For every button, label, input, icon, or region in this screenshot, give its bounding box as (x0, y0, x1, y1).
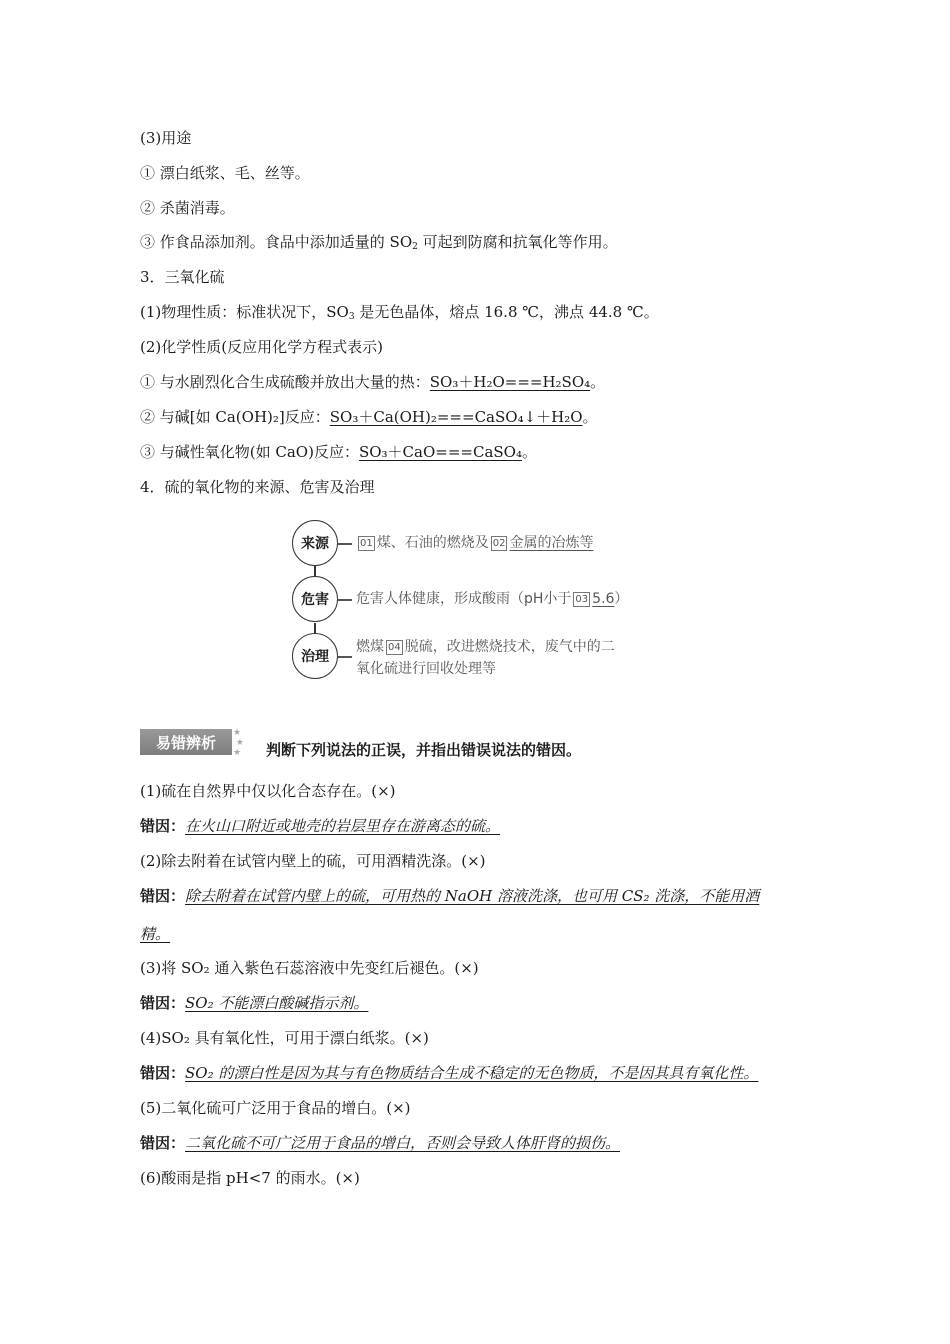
source-text-1: 煤、石油的燃烧及 (376, 535, 489, 551)
harm-text (356, 588, 628, 610)
reaction-3-label: ③ 与碱性氧化物(如 CaO)反应： (140, 443, 359, 461)
usage-item-3-post: 可起到防腐和抗氧化等作用。 (417, 233, 618, 251)
usage-heading: (3)用途 (140, 129, 192, 147)
treatment-line-2: 氧化硫进行回收处理等 (356, 661, 496, 677)
reaction-1-end: 。 (590, 373, 606, 391)
treatment-dash (338, 656, 352, 658)
reaction-2-label: ② 与碱[如 Ca(OH)₂]反应： (140, 408, 330, 426)
reason-label-4: 错因： (140, 1064, 186, 1082)
reason-text-2: 除去附着在试管内壁上的硫，可用热的 NaOH 溶液洗涤，也可用 CS₂ 洗涤，不能用酒 (185, 887, 760, 905)
reaction-2-end: 。 (582, 408, 598, 426)
reason-2-continued (140, 924, 170, 944)
reason-label-3: 错因： (140, 994, 186, 1012)
reason-4 (140, 1063, 758, 1083)
reaction-2-equation: SO₃＋Ca(OH)₂===CaSO₄↓＋H₂O (329, 408, 583, 426)
reason-3 (140, 993, 368, 1013)
question-3: (3)将 SO₂ 通入紫色石蕊溶液中先变红后褪色。(×) (140, 959, 479, 977)
treatment-label: 治理 (301, 649, 329, 665)
connector-line-1 (314, 566, 316, 576)
usage-item-3-pre: ③ 作食品添加剂。食品中添加适量的 SO (140, 233, 413, 251)
reaction-1-equation: SO₃＋H₂O===H₂SO₄ (429, 373, 591, 391)
question-1: (1)硫在自然界中仅以化合态存在。(×) (140, 782, 396, 800)
so3-heading: 3．三氧化硫 (140, 268, 225, 286)
reaction-1-label: ① 与水剧烈化合生成硫酸并放出大量的热： (140, 373, 430, 391)
so3-reaction-3 (140, 442, 537, 462)
usage-item-1: ① 漂白纸浆、毛、丝等。 (140, 164, 310, 182)
treatment-line-1 (356, 636, 615, 658)
source-number-1: 01 (360, 538, 373, 549)
reason-label-1: 错因： (140, 817, 186, 835)
reason-text-1: 在火山口附近或地壳的岩层里存在游离态的硫。 (185, 817, 501, 835)
source-text (356, 532, 593, 554)
usage-item-3 (140, 232, 618, 252)
so3-reaction-2 (140, 407, 598, 427)
reason-5 (140, 1133, 620, 1153)
reaction-3-equation: SO₃＋CaO===CaSO₄ (358, 443, 522, 461)
treatment-text (356, 636, 615, 680)
usage-item-2: ② 杀菌消毒。 (140, 199, 235, 217)
harm-circle (292, 576, 338, 622)
harm-number: 03 (575, 594, 589, 605)
treatment-number: 04 (388, 642, 401, 653)
connector-line-2 (314, 623, 316, 633)
so3-physical (140, 302, 659, 322)
reason-1 (140, 816, 500, 836)
harm-value: 5.6 (592, 591, 615, 607)
source-text-2: 金属的冶炼等 (509, 535, 594, 551)
usage-item-3-sub: 2 (412, 242, 418, 252)
question-2: (2)除去附着在试管内壁上的硫，可用酒精洗涤。(×) (140, 852, 486, 870)
reason-text-3: SO₂ 不能漂白酸碱指示剂。 (185, 994, 369, 1012)
harm-text-1: 危害人体健康，形成酸雨（pH小于 (356, 591, 572, 607)
reaction-3-end: 。 (521, 443, 537, 461)
source-dash (338, 543, 352, 545)
error-intro: 判断下列说法的正误，并指出错误说法的错因。 (266, 741, 582, 759)
so3-physical-sub: 3 (348, 312, 355, 322)
so3-physical-post: 是无色晶体，熔点 16.8 ℃，沸点 44.8 ℃。 (354, 303, 659, 321)
oxides-diagram (292, 518, 672, 683)
treatment-text-2: 脱硫，改进燃烧技术，废气中的二 (404, 639, 615, 655)
oxides-heading: 4．硫的氧化物的来源、危害及治理 (140, 478, 375, 496)
treatment-circle (292, 633, 338, 679)
harm-text-2: ） (614, 591, 629, 607)
reason-text-5: 二氧化硫不可广泛用于食品的增白，否则会导致人体肝肾的损伤。 (185, 1134, 621, 1152)
source-number-2: 02 (492, 538, 506, 549)
reason-2 (140, 886, 759, 906)
error-analysis-badge: 易错辨析 (140, 729, 232, 755)
question-4: (4)SO₂ 具有氧化性，可用于漂白纸浆。(×) (140, 1029, 429, 1047)
so3-reaction-1 (140, 372, 605, 392)
so3-physical-pre: (1)物理性质：标准状况下，SO (140, 303, 349, 321)
reason-text-2b: 精。 (140, 925, 171, 943)
question-6: (6)酸雨是指 pH<7 的雨水。(×) (140, 1169, 360, 1187)
star-icon: ★ ★ ★ (233, 728, 244, 758)
reason-label-2: 错因： (140, 887, 186, 905)
source-circle (292, 520, 338, 566)
reason-text-4: SO₂ 的漂白性是因为其与有色物质结合生成不稳定的无色物质，不是因其具有氧化性。 (185, 1064, 759, 1082)
so3-chemical-heading: (2)化学性质(反应用化学方程式表示) (140, 338, 383, 356)
question-5: (5)二氧化硫可广泛用于食品的增白。(×) (140, 1099, 411, 1117)
source-label: 来源 (301, 536, 329, 552)
harm-label: 危害 (301, 592, 329, 608)
reason-label-5: 错因： (140, 1134, 186, 1152)
harm-dash (338, 599, 352, 601)
treatment-text-1: 燃煤 (356, 639, 384, 655)
